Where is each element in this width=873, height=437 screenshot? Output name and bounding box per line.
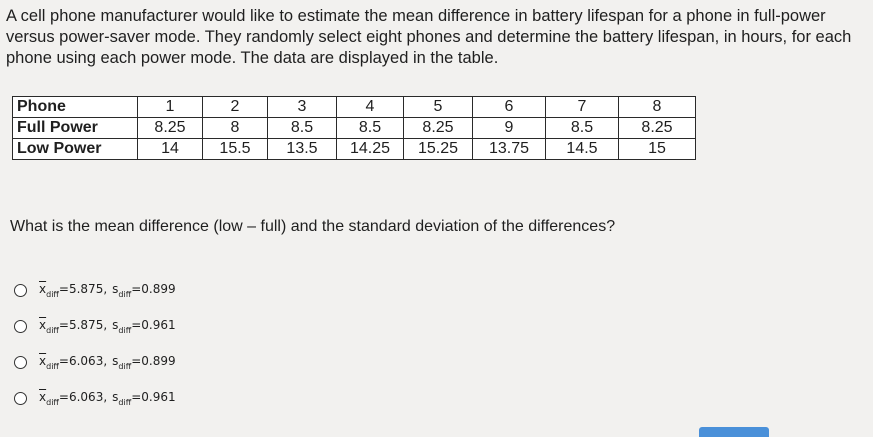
radio-button[interactable] [14,356,27,369]
radio-button[interactable] [14,320,27,333]
question-text: What is the mean difference (low – full) and the standard deviation of the differences? [10,218,616,235]
table-cell: 9 [473,118,546,139]
formula-part: diff [46,397,59,407]
table-cell: 15.5 [203,139,268,160]
formula-part: =6.063, [58,389,108,404]
table-cell: 13.5 [268,139,337,160]
prompt-line: phone using each power mode. The data are displayed in the table. [6,49,499,67]
answer-choice[interactable] [14,308,176,344]
table-cell: 8.25 [619,118,696,139]
choice-formula [39,318,176,335]
formula-part: =0.899 [131,281,176,296]
table-cell: 8 [203,118,268,139]
table-cell: 3 [268,97,337,118]
table-row [13,139,696,160]
formula-part: diff [118,325,132,335]
formula-part: diff [46,289,59,299]
problem-statement [6,6,866,69]
formula-part: =6.063, [58,353,108,368]
radio-button[interactable] [14,284,27,297]
formula-part: =0.899 [131,353,176,368]
answer-choice[interactable] [14,380,176,416]
formula-part: =5.875, [58,317,108,332]
table-cell: 13.75 [473,139,546,160]
table-cell: 8.25 [138,118,203,139]
formula-part: diff [46,325,59,335]
table-cell: 15.25 [404,139,473,160]
answer-choice[interactable] [14,344,176,380]
table-row [13,118,696,139]
formula-part: =5.875, [58,281,108,296]
formula-part: diff [46,361,59,371]
answer-choices [14,272,176,416]
table-cell: 8.5 [268,118,337,139]
table-row [13,97,696,118]
table-cell: 8.25 [404,118,473,139]
row-label: Phone [13,97,138,118]
table-cell: 6 [473,97,546,118]
formula-part: =0.961 [131,389,176,404]
answer-choice[interactable] [14,272,176,308]
formula-part: diff [118,289,132,299]
row-label: Full Power [13,118,138,139]
choice-formula [39,282,176,299]
formula-part: $\overline{x}$ [39,281,47,296]
choice-formula [39,390,176,407]
radio-button[interactable] [14,392,27,405]
table-cell: 2 [203,97,268,118]
table-cell: 14.25 [337,139,404,160]
table-cell: 14.5 [546,139,619,160]
formula-part: $\overline{x}$ [39,317,47,332]
table-cell: 8.5 [337,118,404,139]
submit-button[interactable] [699,427,769,437]
formula-part: $\overline{x}$ [39,389,47,404]
choice-formula [39,354,176,371]
table-cell: 1 [138,97,203,118]
row-label: Low Power [13,139,138,160]
formula-part: s [112,353,119,368]
formula-part: diff [118,397,132,407]
table-cell: 8.5 [546,118,619,139]
formula-part: s [112,281,119,296]
table-cell: 8 [619,97,696,118]
table-cell: 14 [138,139,203,160]
formula-part: $\overline{x}$ [39,353,47,368]
formula-part: s [112,317,119,332]
formula-part: diff [118,361,132,371]
table-cell: 4 [337,97,404,118]
formula-part: s [112,389,119,404]
table-cell: 5 [404,97,473,118]
prompt-line: A cell phone manufacturer would like to estimate the mean difference in battery lifespan for a phone in full-power [6,7,826,25]
prompt-line: versus power-saver mode. They randomly select eight phones and determine the battery lifespan, in hours, for each [6,28,852,46]
formula-part: =0.961 [131,317,176,332]
table-cell: 15 [619,139,696,160]
table-cell: 7 [546,97,619,118]
battery-data-table [12,96,696,160]
